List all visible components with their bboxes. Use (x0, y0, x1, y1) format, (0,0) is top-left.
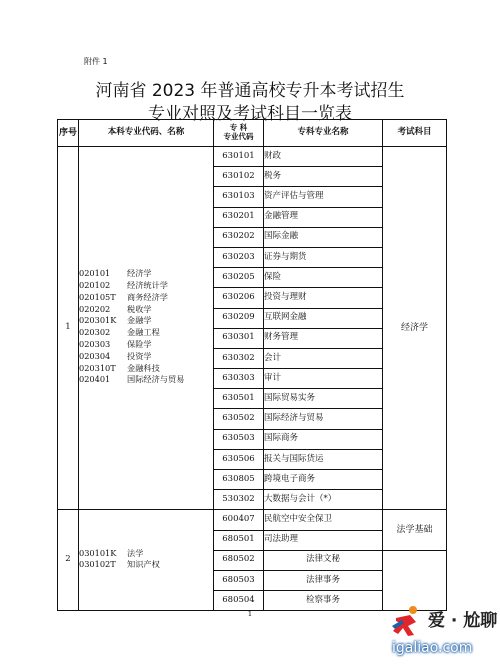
junior-major-code: 630302 (214, 348, 264, 368)
bachelor-major-name: 投资学 (127, 350, 152, 361)
bachelor-major-code: 020202 (79, 303, 111, 314)
watermark-url: igaliao.com (392, 640, 473, 656)
watermark-logo (390, 600, 496, 662)
table-header-row (58, 120, 447, 147)
junior-major-name: 检察事务 (264, 591, 383, 611)
junior-major-name: 法律文秘 (264, 550, 383, 570)
bachelor-major-name: 法学 (127, 547, 144, 558)
junior-major-code: 680502 (214, 550, 264, 570)
bachelor-major-list (79, 510, 214, 611)
group-number: 2 (58, 510, 79, 611)
junior-major-code: 630301 (214, 328, 264, 348)
bachelor-major-item (79, 293, 213, 305)
junior-major-code: 630101 (214, 147, 264, 167)
junior-major-code: 630501 (214, 389, 264, 409)
bachelor-major-item (79, 375, 213, 387)
table-row (58, 510, 447, 530)
junior-major-name: 报关与国际货运 (264, 449, 383, 469)
junior-major-code: 630102 (214, 167, 264, 187)
exam-subject: 经济学 (383, 147, 447, 510)
bachelor-major-list (79, 147, 214, 510)
junior-major-code: 630506 (214, 449, 264, 469)
bachelor-major-code: 030101K (79, 547, 117, 558)
runner-logo-icon (390, 604, 424, 638)
bachelor-major-code: 020301K (79, 315, 117, 326)
junior-major-name: 大数据与会计（*） (264, 490, 383, 510)
junior-major-name: 司法助理 (264, 530, 383, 550)
junior-major-name: 投资与理财 (264, 288, 383, 308)
bachelor-major-code: 020401 (79, 374, 111, 385)
header-junior-code (214, 120, 264, 147)
junior-major-name: 法律事务 (264, 570, 383, 590)
header-junior-name: 专科专业名称 (264, 120, 383, 147)
junior-major-code: 600407 (214, 510, 264, 530)
junior-major-code: 530302 (214, 490, 264, 510)
junior-major-name: 资产评估与管理 (264, 187, 383, 207)
junior-major-code: 630203 (214, 247, 264, 267)
bachelor-major-name: 国际经济与贸易 (127, 374, 185, 385)
bachelor-major-code: 020302 (79, 327, 111, 338)
junior-major-code: 630103 (214, 187, 264, 207)
junior-major-code: 630502 (214, 409, 264, 429)
junior-major-name: 税务 (264, 167, 383, 187)
bachelor-major-item (79, 352, 213, 364)
page-number: 1 (247, 610, 253, 618)
bachelor-major-code: 020304 (79, 350, 111, 361)
attachment-label: 附件 1 (84, 57, 108, 66)
junior-major-name: 国际金融 (264, 227, 383, 247)
bachelor-major-name: 经济统计学 (127, 280, 168, 290)
header-code-line1: 专 科 (229, 123, 248, 133)
bachelor-major-code: 020105T (79, 291, 116, 302)
junior-major-name: 审计 (264, 369, 383, 389)
group-number: 1 (58, 147, 79, 510)
junior-major-code: 630206 (214, 288, 264, 308)
junior-major-name: 财务管理 (264, 328, 383, 348)
junior-major-name: 会计 (264, 348, 383, 368)
watermark-name: 爱 · 尬聊 (428, 611, 498, 631)
bachelor-major-code: 030102T (79, 559, 116, 570)
header-exam-subject: 考试科目 (383, 120, 447, 147)
junior-major-code: 680501 (214, 530, 264, 550)
junior-major-code: 680504 (214, 591, 264, 611)
header-bachelor-major: 本科专业代码、名称 (79, 120, 214, 147)
bachelor-major-name: 经济学 (127, 268, 152, 279)
junior-major-name: 金融管理 (264, 207, 383, 227)
junior-major-name: 证券与期货 (264, 247, 383, 267)
exam-subject: 法学基础 (383, 510, 447, 550)
bachelor-major-item (79, 560, 213, 572)
junior-major-name: 跨境电子商务 (264, 470, 383, 490)
junior-major-name: 国际商务 (264, 429, 383, 449)
junior-major-code: 630201 (214, 207, 264, 227)
junior-major-code: 630805 (214, 470, 264, 490)
junior-major-code: 630503 (214, 429, 264, 449)
bachelor-major-name: 金融科技 (127, 362, 160, 373)
junior-major-code: 630205 (214, 268, 264, 288)
header-no: 序号 (58, 120, 79, 147)
junior-major-code: 630303 (214, 369, 264, 389)
junior-major-name: 国际经济与贸易 (264, 409, 383, 429)
table-row (58, 147, 447, 167)
header-code-line2: 专业代码 (223, 132, 254, 141)
bachelor-major-code: 020310T (79, 362, 116, 373)
bachelor-major-name: 金融工程 (127, 327, 160, 338)
junior-major-name: 民航空中安全保卫 (264, 510, 383, 530)
document-title-line2: 专业对照及考试科目一览表 (148, 104, 352, 124)
bachelor-major-item (79, 340, 213, 352)
bachelor-major-name: 商务经济学 (127, 291, 168, 302)
bachelor-major-code: 020303 (79, 338, 111, 349)
major-comparison-table (57, 119, 447, 611)
bachelor-major-code: 020102 (79, 280, 111, 290)
bachelor-major-name: 知识产权 (127, 559, 160, 570)
junior-major-code: 680503 (214, 570, 264, 590)
junior-major-code: 630202 (214, 227, 264, 247)
bachelor-major-name: 金融学 (127, 315, 152, 326)
junior-major-name: 国际贸易实务 (264, 389, 383, 409)
junior-major-name: 保险 (264, 268, 383, 288)
junior-major-code: 630209 (214, 308, 264, 328)
junior-major-name: 财政 (264, 147, 383, 167)
document-title-line1: 河南省 2023 年普通高校专升本考试招生 (95, 81, 405, 101)
bachelor-major-name: 税收学 (127, 303, 152, 314)
bachelor-major-name: 保险学 (127, 338, 152, 349)
junior-major-name: 互联网金融 (264, 308, 383, 328)
bachelor-major-code: 020101 (79, 268, 111, 279)
